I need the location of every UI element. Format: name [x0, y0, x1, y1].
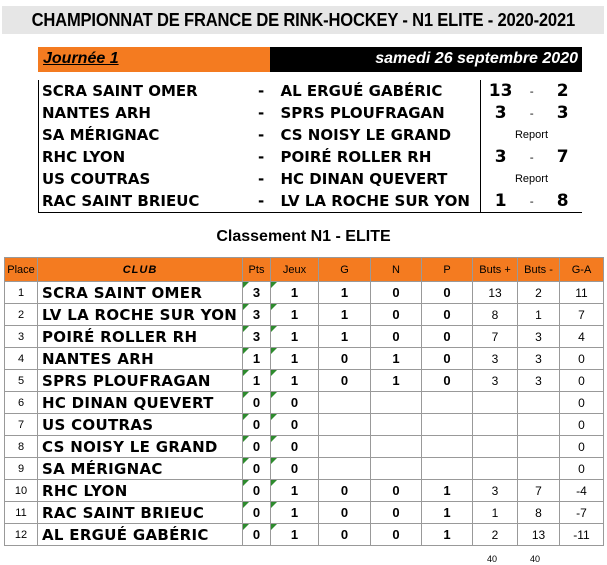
cell-buts-minus: 3 [518, 348, 560, 370]
cell-club: SA MÉRIGNAC [38, 458, 243, 480]
cell-value: 0 [252, 439, 261, 454]
cell-place: 2 [5, 304, 38, 326]
header-buts-plus: Buts + [473, 258, 518, 282]
standings-row [5, 436, 604, 458]
cell-value: 3 [252, 307, 261, 322]
match-score-separator: - [529, 150, 534, 164]
cell-place: 7 [5, 414, 38, 436]
comment-marker-icon [243, 502, 249, 508]
match-dash: - [257, 192, 265, 210]
total-buts-plus: 40 [487, 554, 498, 564]
match-report: Report [514, 129, 549, 141]
cell-place: 12 [5, 524, 38, 546]
cell-value: 1 [252, 351, 261, 366]
match-home-team: RHC LYON [42, 148, 126, 166]
cell-n: 1 [371, 348, 422, 370]
standings-row [5, 282, 604, 304]
cell-g: 0 [319, 370, 371, 392]
cell-club: RAC SAINT BRIEUC [38, 502, 243, 524]
cell-jeux [271, 524, 319, 546]
match-score-home: 1 [494, 191, 507, 211]
header-n: N [371, 258, 422, 282]
cell-club: POIRÉ ROLLER RH [38, 326, 243, 348]
cell-club: HC DINAN QUEVERT [38, 392, 243, 414]
standings-row [5, 458, 604, 480]
cell-g [319, 458, 371, 480]
cell-jeux [271, 414, 319, 436]
standings-row [5, 414, 604, 436]
match-score-separator: - [529, 84, 534, 98]
match-row [38, 146, 582, 168]
cell-buts-plus [473, 414, 518, 436]
cell-g: 1 [319, 282, 371, 304]
cell-jeux [271, 282, 319, 304]
standings-table [4, 257, 604, 546]
round-bar [38, 47, 582, 72]
header-buts-minus: Buts - [518, 258, 560, 282]
cell-goal-average: -4 [560, 480, 604, 502]
comment-marker-icon [243, 348, 249, 354]
comment-marker-icon [243, 480, 249, 486]
cell-club: US COUTRAS [38, 414, 243, 436]
cell-p [422, 414, 473, 436]
cell-value: 1 [290, 505, 299, 520]
match-row [38, 80, 582, 102]
cell-buts-minus [518, 458, 560, 480]
cell-buts-minus [518, 414, 560, 436]
match-score-home: 13 [488, 81, 513, 101]
round-date: samedi 26 septembre 2020 [375, 50, 578, 67]
cell-club: CS NOISY LE GRAND [38, 436, 243, 458]
match-home-team: SCRA SAINT OMER [42, 82, 198, 100]
cell-value: 0 [252, 505, 261, 520]
cell-p: 1 [422, 480, 473, 502]
cell-goal-average: 0 [560, 370, 604, 392]
cell-buts-plus: 7 [473, 326, 518, 348]
match-dash: - [257, 170, 265, 188]
cell-value: 0 [252, 461, 261, 476]
match-away-team: LV LA ROCHE SUR YON [277, 190, 481, 212]
standings-row [5, 348, 604, 370]
comment-marker-icon [243, 414, 249, 420]
match-dash: - [257, 126, 265, 144]
standings-row [5, 524, 604, 546]
header-pts: Pts [243, 258, 271, 282]
cell-g: 0 [319, 348, 371, 370]
cell-pts [243, 414, 271, 436]
match-score-separator: - [529, 194, 534, 208]
cell-pts [243, 524, 271, 546]
cell-jeux [271, 436, 319, 458]
comment-marker-icon [243, 458, 249, 464]
cell-goal-average: 7 [560, 304, 604, 326]
cell-value: 0 [252, 483, 261, 498]
cell-buts-plus: 3 [473, 480, 518, 502]
cell-club: SPRS PLOUFRAGAN [38, 370, 243, 392]
cell-buts-minus [518, 436, 560, 458]
cell-buts-minus: 1 [518, 304, 560, 326]
cell-place: 10 [5, 480, 38, 502]
cell-g: 1 [319, 326, 371, 348]
match-dash: - [257, 104, 265, 122]
comment-marker-icon [271, 304, 277, 310]
cell-goal-average: -7 [560, 502, 604, 524]
cell-g: 0 [319, 524, 371, 546]
cell-place: 6 [5, 392, 38, 414]
cell-jeux [271, 458, 319, 480]
cell-n [371, 458, 422, 480]
cell-buts-minus: 3 [518, 326, 560, 348]
cell-n: 0 [371, 326, 422, 348]
cell-jeux [271, 304, 319, 326]
header-p: P [422, 258, 473, 282]
cell-buts-minus: 8 [518, 502, 560, 524]
cell-goal-average: 0 [560, 436, 604, 458]
match-away-team: HC DINAN QUEVERT [277, 168, 481, 190]
match-score-away: 8 [556, 191, 569, 211]
cell-place: 8 [5, 436, 38, 458]
cell-p: 0 [422, 370, 473, 392]
comment-marker-icon [271, 436, 277, 442]
cell-g [319, 414, 371, 436]
match-dash: - [257, 82, 265, 100]
cell-value: 3 [252, 285, 261, 300]
cell-club: SCRA SAINT OMER [38, 282, 243, 304]
comment-marker-icon [271, 370, 277, 376]
comment-marker-icon [243, 392, 249, 398]
cell-value: 0 [290, 417, 299, 432]
cell-goal-average: 0 [560, 348, 604, 370]
cell-pts [243, 348, 271, 370]
round-label: Journée 1 [43, 50, 119, 67]
cell-pts [243, 282, 271, 304]
match-row [38, 102, 582, 124]
cell-value: 3 [252, 329, 261, 344]
cell-n [371, 392, 422, 414]
cell-jeux [271, 326, 319, 348]
cell-n [371, 414, 422, 436]
cell-goal-average: -11 [560, 524, 604, 546]
match-row [38, 190, 582, 212]
comment-marker-icon [243, 524, 249, 530]
cell-g: 1 [319, 304, 371, 326]
standings-row [5, 304, 604, 326]
comment-marker-icon [271, 524, 277, 530]
cell-club: LV LA ROCHE SUR YON [38, 304, 243, 326]
match-score-away: 2 [556, 81, 569, 101]
cell-value: 1 [252, 373, 261, 388]
comment-marker-icon [271, 480, 277, 486]
cell-jeux [271, 348, 319, 370]
standings-row [5, 326, 604, 348]
comment-marker-icon [243, 304, 249, 310]
cell-value: 0 [252, 417, 261, 432]
match-home-team: US COUTRAS [42, 170, 151, 188]
cell-club: RHC LYON [38, 480, 243, 502]
match-away-team: POIRÉ ROLLER RH [277, 146, 481, 168]
cell-buts-plus: 3 [473, 348, 518, 370]
header-jeux: Jeux [271, 258, 319, 282]
cell-buts-plus [473, 458, 518, 480]
round-date-cell [270, 47, 582, 72]
standings-row [5, 392, 604, 414]
cell-value: 1 [290, 483, 299, 498]
cell-g [319, 392, 371, 414]
match-home-team: SA MÉRIGNAC [42, 126, 160, 144]
cell-n: 0 [371, 480, 422, 502]
cell-g [319, 436, 371, 458]
cell-buts-plus [473, 436, 518, 458]
cell-value: 0 [290, 461, 299, 476]
comment-marker-icon [271, 348, 277, 354]
cell-pts [243, 458, 271, 480]
match-score-separator: - [529, 106, 534, 120]
comment-marker-icon [243, 326, 249, 332]
cell-buts-minus: 13 [518, 524, 560, 546]
match-score-home: 3 [494, 147, 507, 167]
cell-n: 0 [371, 282, 422, 304]
cell-value: 1 [290, 373, 299, 388]
match-dash: - [257, 148, 265, 166]
cell-value: 0 [290, 395, 299, 410]
comment-marker-icon [271, 502, 277, 508]
comment-marker-icon [243, 370, 249, 376]
cell-place: 4 [5, 348, 38, 370]
comment-marker-icon [243, 282, 249, 288]
cell-value: 1 [290, 307, 299, 322]
comment-marker-icon [243, 436, 249, 442]
match-row [38, 168, 582, 190]
comment-marker-icon [271, 414, 277, 420]
cell-value: 1 [290, 351, 299, 366]
match-away-team: AL ERGUÉ GABÉRIC [277, 80, 481, 102]
standings-row [5, 370, 604, 392]
cell-p [422, 392, 473, 414]
total-buts-minus: 40 [530, 554, 541, 564]
cell-value: 1 [290, 527, 299, 542]
cell-g: 0 [319, 480, 371, 502]
cell-p: 0 [422, 348, 473, 370]
cell-pts [243, 326, 271, 348]
cell-value: 1 [290, 285, 299, 300]
standings-title: Classement N1 - ELITE [216, 228, 391, 245]
cell-jeux [271, 480, 319, 502]
cell-jeux [271, 502, 319, 524]
cell-n: 0 [371, 304, 422, 326]
cell-pts [243, 480, 271, 502]
cell-p [422, 436, 473, 458]
header-g: G [319, 258, 371, 282]
cell-pts [243, 436, 271, 458]
cell-goal-average: 0 [560, 414, 604, 436]
cell-p: 1 [422, 524, 473, 546]
match-report: Report [514, 173, 549, 185]
title-bar [2, 6, 604, 34]
cell-value: 1 [290, 329, 299, 344]
cell-buts-plus: 13 [473, 282, 518, 304]
cell-buts-plus: 3 [473, 370, 518, 392]
cell-buts-plus: 1 [473, 502, 518, 524]
cell-pts [243, 304, 271, 326]
cell-place: 11 [5, 502, 38, 524]
cell-club: NANTES ARH [38, 348, 243, 370]
cell-club: AL ERGUÉ GABÉRIC [38, 524, 243, 546]
cell-buts-minus: 3 [518, 370, 560, 392]
cell-goal-average: 0 [560, 458, 604, 480]
cell-g: 0 [319, 502, 371, 524]
comment-marker-icon [271, 392, 277, 398]
cell-buts-plus: 8 [473, 304, 518, 326]
standings-row [5, 502, 604, 524]
cell-buts-minus [518, 392, 560, 414]
cell-value: 0 [252, 395, 261, 410]
cell-place: 5 [5, 370, 38, 392]
header-club: CLUB [38, 258, 243, 282]
cell-value: 0 [290, 439, 299, 454]
match-away-team: CS NOISY LE GRAND [277, 124, 481, 146]
cell-goal-average: 4 [560, 326, 604, 348]
cell-pts [243, 392, 271, 414]
cell-p [422, 458, 473, 480]
cell-place: 3 [5, 326, 38, 348]
cell-pts [243, 370, 271, 392]
cell-n: 0 [371, 524, 422, 546]
header-goal-average: G-A [560, 258, 604, 282]
cell-n [371, 436, 422, 458]
cell-n: 1 [371, 370, 422, 392]
cell-goal-average: 0 [560, 392, 604, 414]
match-score-home: 3 [494, 103, 507, 123]
comment-marker-icon [271, 326, 277, 332]
cell-goal-average: 11 [560, 282, 604, 304]
cell-p: 1 [422, 502, 473, 524]
cell-jeux [271, 392, 319, 414]
cell-pts [243, 502, 271, 524]
cell-place: 9 [5, 458, 38, 480]
match-home-team: RAC SAINT BRIEUC [42, 192, 200, 210]
comment-marker-icon [271, 458, 277, 464]
round-label-cell [38, 47, 270, 72]
comment-marker-icon [271, 282, 277, 288]
match-score-away: 7 [556, 147, 569, 167]
page-title: CHAMPIONNAT DE FRANCE DE RINK-HOCKEY - N1 ELITE - 2020-2021 [31, 10, 575, 30]
cell-jeux [271, 370, 319, 392]
matches-table [38, 80, 582, 212]
cell-place: 1 [5, 282, 38, 304]
match-home-team: NANTES ARH [42, 104, 151, 122]
match-away-team: SPRS PLOUFRAGAN [277, 102, 481, 124]
header-place: Place [5, 258, 38, 282]
standings-row [5, 480, 604, 502]
cell-p: 0 [422, 304, 473, 326]
cell-buts-plus: 2 [473, 524, 518, 546]
match-row [38, 124, 582, 146]
match-score-away: 3 [556, 103, 569, 123]
cell-p: 0 [422, 282, 473, 304]
cell-buts-minus: 2 [518, 282, 560, 304]
cell-p: 0 [422, 326, 473, 348]
cell-value: 0 [252, 527, 261, 542]
cell-buts-minus: 7 [518, 480, 560, 502]
cell-buts-plus [473, 392, 518, 414]
cell-n: 0 [371, 502, 422, 524]
standings-header-row [5, 258, 604, 282]
